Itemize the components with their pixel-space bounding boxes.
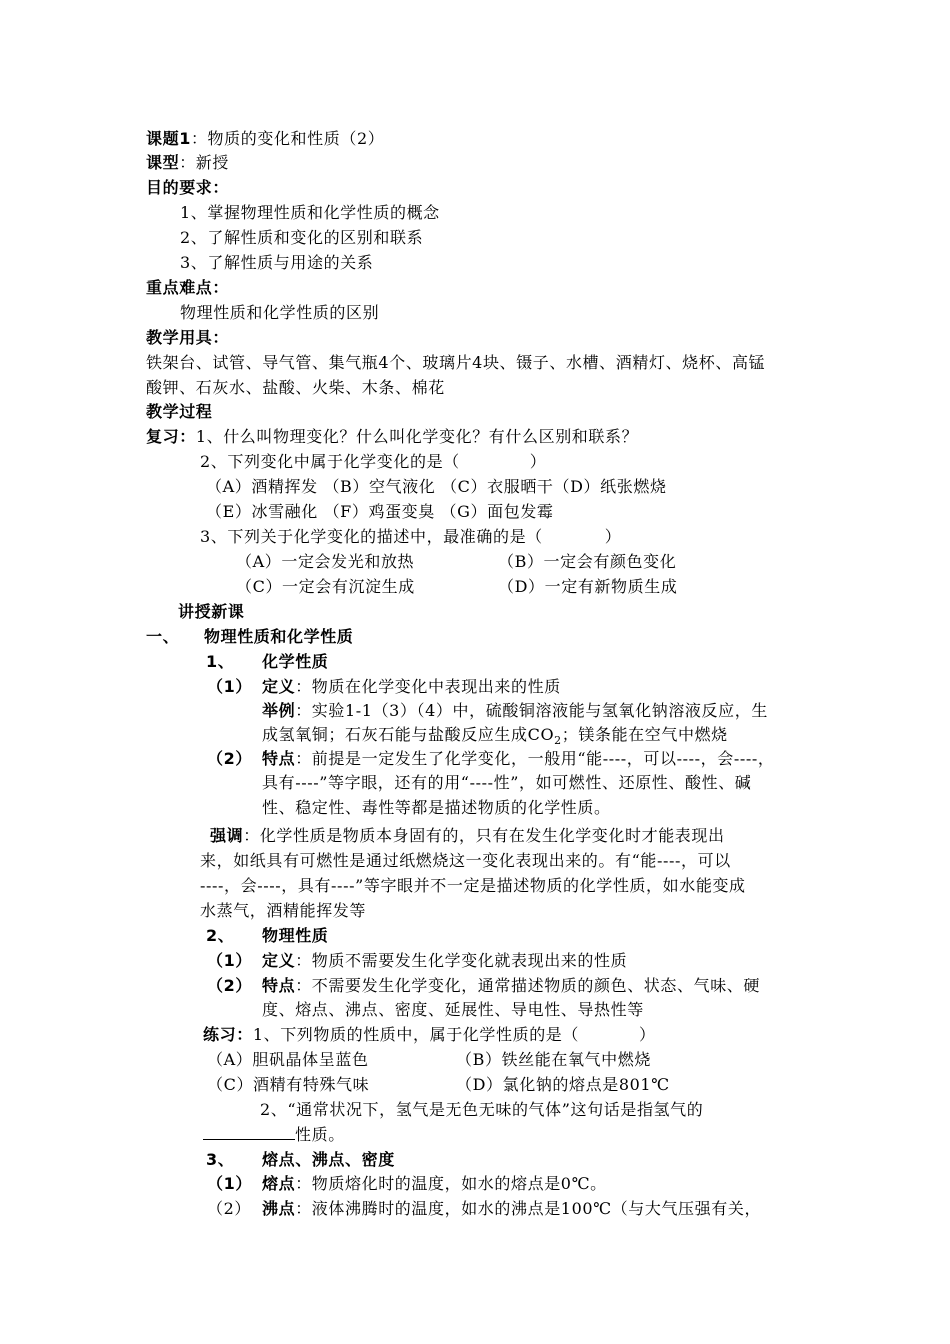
subsection-number: 3、 bbox=[206, 1150, 235, 1169]
question-paren: ） bbox=[639, 1025, 656, 1044]
answer-option: （D）氯化钠的熔点是801℃ bbox=[456, 1075, 670, 1094]
definition-label: 定义 bbox=[262, 951, 296, 970]
definition-label: 定义 bbox=[262, 677, 296, 696]
definition bbox=[262, 950, 627, 972]
answer-option: （A）胆矾晶体呈蓝色 bbox=[207, 1050, 369, 1069]
example-text: 成氢氧铜；石灰石能与盐酸反应生成CO bbox=[262, 725, 555, 744]
question-text: 2、下列变化中属于化学变化的是（ bbox=[200, 452, 460, 471]
key-points-text: 物理性质和化学性质的区别 bbox=[180, 303, 380, 322]
answer-option: （D）一定有新物质生成 bbox=[498, 577, 678, 596]
review-question bbox=[146, 426, 638, 448]
emphasis-text: ：化学性质是物质本身固有的，只有在发生化学变化时才能表现出 bbox=[243, 826, 725, 845]
feature-text: 性、稳定性、毒性等都是描述物质的化学性质。 bbox=[262, 798, 611, 817]
item-number: （1） bbox=[207, 951, 252, 970]
item-number: （1） bbox=[207, 1174, 252, 1193]
key-points-heading: 重点难点： bbox=[146, 278, 230, 297]
lesson-title bbox=[146, 128, 384, 150]
emphasis-text: ----，会----，具有----”等字眼并不一定是描述物质的化学性质，如水能变成 bbox=[200, 876, 746, 895]
review-question bbox=[200, 451, 546, 473]
example-text: ：实验1-1（3）（4）中，硫酸铜溶液能与氢氧化钠溶液反应，生 bbox=[295, 701, 768, 720]
question-text: 1、下列物质的性质中，属于化学性质的是（ bbox=[252, 1025, 579, 1044]
objective-item: 3、了解性质与用途的关系 bbox=[180, 253, 374, 272]
new-lesson-heading: 讲授新课 bbox=[178, 602, 245, 621]
item-number: （2） bbox=[207, 749, 252, 768]
tools-heading: 教学用具： bbox=[146, 328, 230, 347]
example-text: ；镁条能在空气中燃烧 bbox=[561, 725, 728, 744]
tools-text: 铁架台、试管、导气管、集气瓶4个、玻璃片4块、镊子、水槽、酒精灯、烧杯、高锰 bbox=[146, 353, 766, 372]
objective-item: 2、了解性质和变化的区别和联系 bbox=[180, 228, 424, 247]
subsection-heading: 熔点、沸点、密度 bbox=[262, 1150, 395, 1169]
subsection-heading: 物理性质 bbox=[262, 926, 329, 945]
example bbox=[262, 700, 768, 722]
feature-text: ：不需要发生化学变化，通常描述物质的颜色、状态、气味、硬 bbox=[295, 976, 761, 995]
review-label: 复习： bbox=[146, 427, 196, 446]
definition-text: ：物质在化学变化中表现出来的性质 bbox=[295, 677, 561, 696]
definition-text: ：物质熔化时的温度，如水的熔点是0℃。 bbox=[295, 1174, 607, 1193]
definition-label: 沸点 bbox=[262, 1199, 296, 1218]
subsection-heading: 化学性质 bbox=[262, 652, 329, 671]
lesson-type-text: ：新授 bbox=[179, 153, 230, 172]
definition-label: 熔点 bbox=[262, 1174, 296, 1193]
item-number: （2） bbox=[207, 976, 252, 995]
emphasis-label: 强调 bbox=[210, 826, 244, 845]
practice-question-text: 2、“通常状况下，氢气是无色无味的气体”这句话是指氢气的 bbox=[260, 1100, 704, 1119]
lesson-type-label: 课型 bbox=[146, 153, 180, 172]
objectives-heading: 目的要求： bbox=[146, 178, 230, 197]
answer-options: （E）冰雪融化 （F）鸡蛋变臭 （G）面包发霉 bbox=[206, 502, 554, 521]
answer-option: （B）一定会有颜色变化 bbox=[498, 552, 677, 571]
feature-text: 度、熔点、沸点、密度、延展性、导电性、导热性等 bbox=[262, 1000, 644, 1019]
item-number: （2） bbox=[207, 1199, 251, 1218]
answer-option: （C）一定会有沉淀生成 bbox=[236, 577, 415, 596]
review-question bbox=[200, 526, 621, 548]
definition bbox=[262, 1198, 761, 1220]
definition-text: ：物质不需要发生化学变化就表现出来的性质 bbox=[295, 951, 628, 970]
feature bbox=[262, 748, 774, 770]
emphasis-text: 来，如纸具有可燃性是通过纸燃烧这一变化表现出来的。有“能----，可以 bbox=[200, 851, 731, 870]
process-heading: 教学过程 bbox=[146, 402, 213, 421]
emphasis bbox=[210, 825, 725, 847]
feature-text: 具有----”等字眼，还有的用“----性”，如可燃性、还原性、酸性、碱 bbox=[262, 773, 752, 792]
practice-question bbox=[203, 1024, 656, 1046]
definition bbox=[262, 1173, 607, 1195]
lesson-title-text: ：物质的变化和性质（2） bbox=[190, 129, 385, 148]
item-number: （1） bbox=[207, 677, 252, 696]
question-paren: ） bbox=[529, 452, 547, 471]
answer-option: （A）一定会发光和放热 bbox=[236, 552, 415, 571]
practice-label: 练习： bbox=[203, 1025, 253, 1044]
answer-options: （A）酒精挥发 （B）空气液化 （C）衣服晒干（D）纸张燃烧 bbox=[206, 477, 667, 496]
example-label: 举例 bbox=[262, 701, 296, 720]
question-paren: ） bbox=[604, 527, 622, 546]
section-heading: 物理性质和化学性质 bbox=[204, 627, 354, 646]
feature-label: 特点 bbox=[262, 976, 296, 995]
question-text: 3、下列关于化学变化的描述中，最准确的是（ bbox=[200, 527, 543, 546]
objective-item: 1、掌握物理性质和化学性质的概念 bbox=[180, 203, 440, 222]
subscript: 2 bbox=[554, 734, 562, 748]
subsection-number: 2、 bbox=[206, 926, 235, 945]
emphasis-text: 水蒸气，酒精能挥发等 bbox=[200, 901, 367, 920]
lesson-type bbox=[146, 152, 229, 174]
lesson-title-label: 课题1 bbox=[146, 129, 191, 148]
practice-blank-line bbox=[203, 1124, 345, 1146]
definition-text: ：液体沸腾时的温度，如水的沸点是100℃（与大气压强有关， bbox=[295, 1199, 762, 1218]
answer-blank bbox=[203, 1125, 295, 1140]
feature-text: ：前提是一定发生了化学变化，一般用“能----，可以----，会----， bbox=[295, 749, 775, 768]
review-question-text: 1、什么叫物理变化？什么叫化学变化？有什么区别和联系？ bbox=[195, 427, 639, 446]
subsection-number: 1、 bbox=[206, 652, 235, 671]
tools-text: 酸钾、石灰水、盐酸、火柴、木条、棉花 bbox=[146, 378, 445, 397]
section-number: 一、 bbox=[146, 627, 180, 646]
answer-option: （B）铁丝能在氧气中燃烧 bbox=[456, 1050, 651, 1069]
practice-question-text: 性质。 bbox=[295, 1125, 345, 1144]
definition bbox=[262, 676, 561, 698]
feature-label: 特点 bbox=[262, 749, 296, 768]
feature bbox=[262, 975, 760, 997]
answer-option: （C）酒精有特殊气味 bbox=[207, 1075, 370, 1094]
